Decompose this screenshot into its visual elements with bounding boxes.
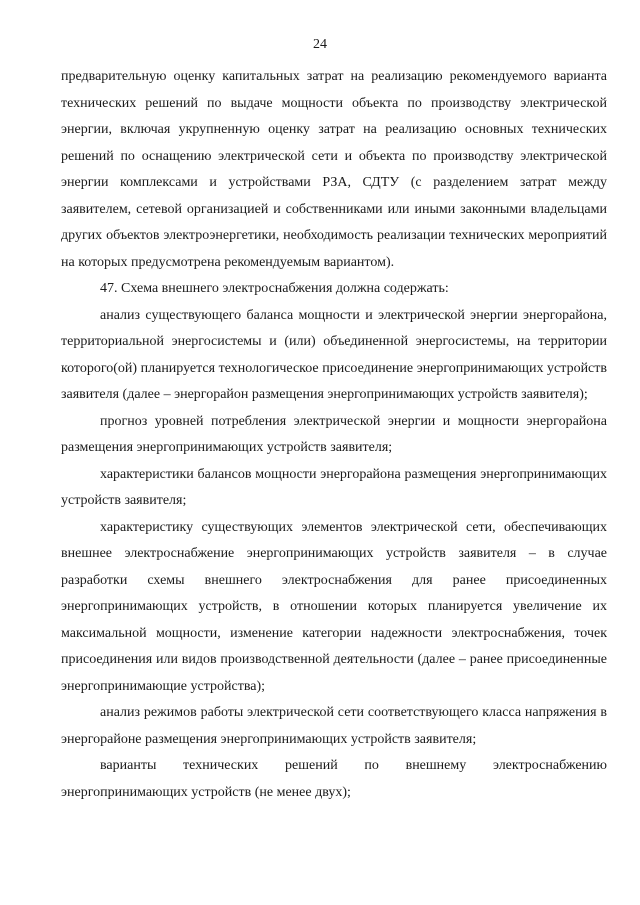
paragraph: характеристики балансов мощности энергорайона размещения энергопринимающих устройств заявителя; (61, 466, 607, 508)
document-body (61, 64, 607, 806)
paragraph: характеристику существующих элементов электрической сети, обеспечивающих внешнее электроснабжение энергопринимающих устройств заявителя – в случае разработки схемы внешнего электроснабжения для ранее присоединенных энергопринимающих устройств, в отношении которых планируется увеличение их максимальной мощности, изменение категории надежности электроснабжения, точек присоединения или видов производственной деятельности (далее – ранее присоединенные энергопринимающие устройства); (61, 519, 607, 694)
paragraph: предварительную оценку капитальных затрат на реализацию рекомендуемого варианта технических решений по выдаче мощности объекта по производству электрической энергии, включая укрупненную оценку затрат на реализацию основных технических решений по оснащению электрической сети и объекта по производству электрической энергии комплексами и устройствами РЗА, СДТУ (с разделением затрат между заявителем, сетевой организацией и собственниками или иными законными владельцами других объектов электроэнергетики, необходимость реализации технических мероприятий на которых предусмотрена рекомендуемым вариантом). (61, 69, 607, 270)
paragraph: анализ режимов работы электрической сети соответствующего класса напряжения в энергорайоне размещения энергопринимающих устройств заявителя; (61, 705, 607, 747)
paragraph: 47. Схема внешнего электроснабжения должна содержать: (100, 281, 449, 296)
page-number: 24 (313, 37, 327, 52)
paragraph: варианты технических решений по внешнему электроснабжению энергопринимающих устройств (не менее двух); (61, 758, 607, 800)
paragraph: прогноз уровней потребления электрической энергии и мощности энергорайона размещения энергопринимающих устройств заявителя; (61, 413, 607, 455)
paragraph: анализ существующего баланса мощности и электрической энергии энергорайона, территориальной энергосистемы и (или) объединенной энергосистемы, на территории которого(ой) планируется технологическое присоединение энергопринимающих устройств заявителя (далее – энергорайон размещения энергопринимающих устройств заявителя); (61, 307, 607, 402)
